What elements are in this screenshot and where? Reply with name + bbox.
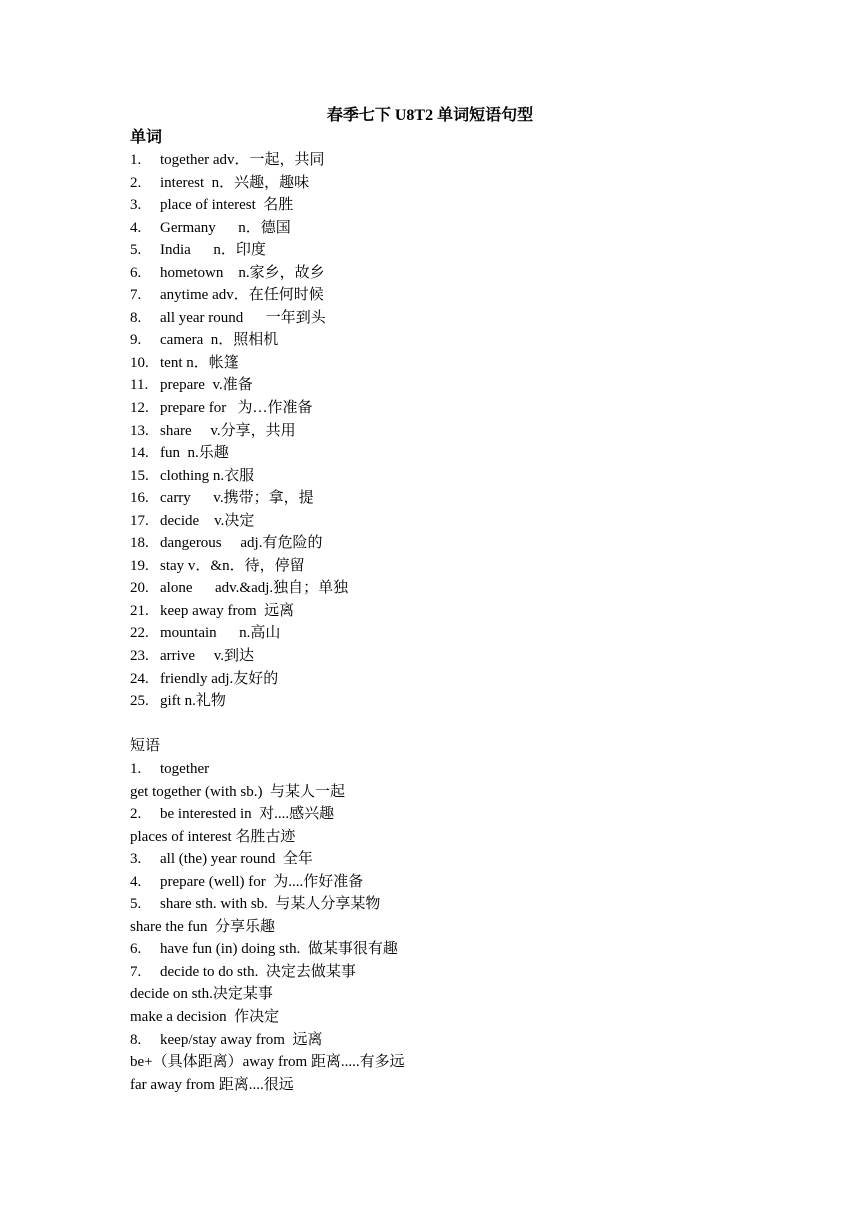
phrase-item-text: all (the) year round 全年 — [160, 851, 313, 868]
phrase-item — [130, 983, 405, 1006]
phrase-item-text: make a decision 作决定 — [130, 1009, 280, 1026]
vocab-item-number: 23. — [130, 648, 149, 665]
phrase-item-text: prepare (well) for 为....作好准备 — [160, 873, 364, 890]
vocab-item-number: 14. — [130, 445, 149, 462]
vocab-item-number: 22. — [130, 625, 149, 642]
vocab-item-number: 1. — [130, 152, 142, 168]
vocab-item-text: clothing n.衣服 — [160, 467, 255, 484]
vocab-item — [130, 262, 348, 285]
phrase-item-text: places of interest 名胜古迹 — [130, 828, 296, 845]
phrase-item — [130, 961, 405, 984]
vocab-item-text: place of interest 名胜 — [160, 197, 294, 214]
vocab-item-text: fun n.乐趣 — [160, 445, 229, 462]
vocab-item-number: 21. — [130, 602, 149, 619]
vocab-item-number: 15. — [130, 467, 149, 484]
vocab-item-text: keep away from 远离 — [160, 602, 295, 619]
vocab-item-number: 18. — [130, 535, 149, 552]
phrase-item-number: 6. — [130, 941, 142, 958]
vocab-item-text: alone adv.&adj.独自；单独 — [160, 580, 349, 597]
vocab-item-number: 9. — [130, 332, 142, 349]
vocab-item-number: 6. — [130, 264, 142, 281]
vocab-item — [130, 374, 348, 397]
phrase-item — [130, 1074, 405, 1097]
phrase-item — [130, 781, 405, 804]
vocab-item — [130, 352, 348, 375]
vocab-item-text: all year round 一年到头 — [160, 309, 326, 326]
vocab-item-text: share v.分享，共用 — [160, 422, 296, 439]
phrase-item — [130, 938, 405, 961]
vocab-item — [130, 307, 348, 330]
vocab-item — [130, 532, 348, 555]
vocab-item — [130, 487, 348, 510]
vocab-item — [130, 645, 348, 668]
vocab-item-text: dangerous adj.有危险的 — [160, 535, 323, 552]
phrases-heading: 短语 — [130, 738, 161, 754]
vocab-item-text: camera n．照相机 — [160, 332, 279, 349]
phrase-item — [130, 826, 405, 849]
vocab-item-text: friendly adj.友好的 — [160, 670, 279, 687]
vocab-item — [130, 442, 348, 465]
vocab-item — [130, 217, 348, 240]
phrase-item — [130, 916, 405, 939]
phrase-item — [130, 1029, 405, 1052]
phrase-item — [130, 893, 405, 916]
vocab-item — [130, 329, 348, 352]
phrase-item — [130, 871, 405, 894]
phrase-item-number: 2. — [130, 806, 142, 823]
vocab-item — [130, 577, 348, 600]
phrase-item-text: decide on sth.决定某事 — [130, 986, 273, 1003]
vocab-item-number: 16. — [130, 490, 149, 507]
vocab-item — [130, 420, 348, 443]
vocabulary-list — [130, 149, 348, 713]
vocab-item — [130, 555, 348, 578]
vocab-item-number: 19. — [130, 557, 149, 574]
document-title: 春季七下 U8T2 单词短语句型 — [326, 107, 534, 124]
phrase-item-text: share the fun 分享乐趣 — [130, 918, 275, 935]
vocab-item-number: 3. — [130, 197, 142, 214]
vocab-item-text: arrive v.到达 — [160, 648, 254, 665]
vocab-item-number: 4. — [130, 219, 142, 236]
vocab-item-number: 17. — [130, 512, 149, 529]
vocab-item — [130, 397, 348, 420]
vocab-item-text: hometown n.家乡，故乡 — [160, 264, 325, 281]
phrase-item-text: share sth. with sb. 与某人分享某物 — [160, 896, 381, 913]
phrase-item-number: 8. — [130, 1031, 142, 1048]
vocab-item-text: interest n．兴趣，趣味 — [160, 174, 310, 191]
phrase-item-text: be+（具体距离）away from 距离.....有多远 — [130, 1054, 405, 1071]
vocab-item — [130, 239, 348, 262]
phrase-item-text: far away from 距离....很远 — [130, 1076, 294, 1093]
phrase-item-number: 7. — [130, 963, 142, 980]
phrase-item-text: decide to do sth. 决定去做某事 — [160, 963, 356, 980]
vocab-item-number: 12. — [130, 400, 149, 417]
vocab-item-text: Germany n．德国 — [160, 219, 291, 236]
vocab-item-number: 10. — [130, 354, 149, 371]
vocab-item-text: decide v.决定 — [160, 512, 255, 529]
vocab-item — [130, 172, 348, 195]
vocab-item-number: 7. — [130, 287, 142, 304]
phrase-item — [130, 758, 405, 781]
phrase-item — [130, 1051, 405, 1074]
vocab-item — [130, 465, 348, 488]
vocab-item-text: anytime adv．在任何时候 — [160, 287, 324, 304]
phrase-item — [130, 1006, 405, 1029]
phrase-item — [130, 803, 405, 826]
phrase-item-text: together — [160, 761, 210, 777]
phrase-item-text: keep/stay away from 远离 — [160, 1031, 323, 1048]
vocab-item-text: prepare v.准备 — [160, 377, 253, 394]
phrase-item — [130, 848, 405, 871]
vocab-item — [130, 668, 348, 691]
vocab-item-number: 5. — [130, 242, 142, 259]
phrase-item-text: have fun (in) doing sth. 做某事很有趣 — [160, 941, 398, 958]
phrase-item-number: 5. — [130, 896, 142, 913]
vocab-item-number: 20. — [130, 580, 149, 597]
vocab-item-text: mountain n.高山 — [160, 625, 281, 642]
phrase-item-number: 3. — [130, 851, 142, 868]
vocab-item-number: 11. — [130, 377, 149, 394]
vocab-item — [130, 284, 348, 307]
vocab-item-text: gift n.礼物 — [160, 693, 226, 710]
vocab-item-text: carry v.携带；拿，提 — [160, 490, 314, 507]
phrase-item-number: 1. — [130, 761, 142, 777]
vocab-item-number: 24. — [130, 670, 149, 687]
vocab-item-number: 25. — [130, 693, 149, 710]
vocab-item — [130, 510, 348, 533]
vocab-item-text: together adv．一起，共同 — [160, 152, 325, 168]
vocab-item-number: 2. — [130, 174, 142, 191]
vocab-item-text: tent n．帐篷 — [160, 354, 239, 371]
words-heading: 单词 — [130, 129, 163, 146]
vocab-item — [130, 622, 348, 645]
vocab-item-text: prepare for 为…作准备 — [160, 400, 313, 417]
phrase-item-text: be interested in 对....感兴趣 — [160, 806, 335, 823]
vocab-item-text: India n．印度 — [160, 242, 266, 259]
vocab-item-number: 13. — [130, 422, 149, 439]
phrase-item-text: get together (with sb.) 与某人一起 — [130, 783, 345, 800]
phrase-list — [130, 758, 405, 1096]
vocab-item-number: 8. — [130, 309, 142, 326]
vocab-item — [130, 690, 348, 713]
vocab-item — [130, 149, 348, 172]
phrase-item-number: 4. — [130, 873, 142, 890]
vocab-item — [130, 194, 348, 217]
vocab-item — [130, 600, 348, 623]
vocab-item-text: stay v．&n．待，停留 — [160, 557, 305, 574]
